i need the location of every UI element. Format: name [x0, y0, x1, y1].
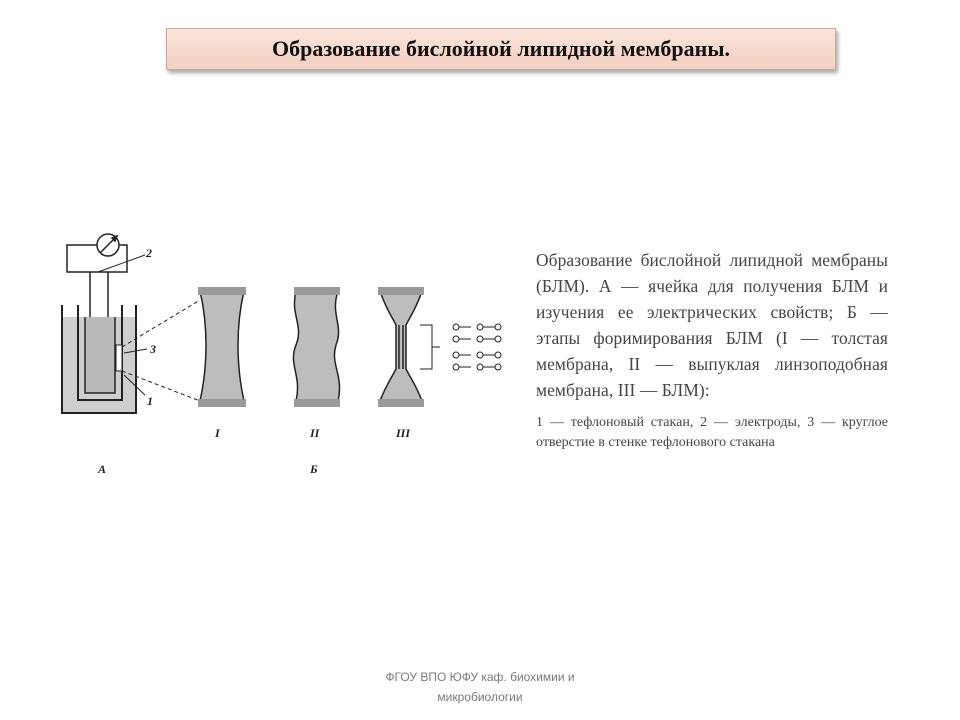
- stage-i-thick-membrane: [198, 287, 246, 407]
- figure-caption: [536, 247, 888, 453]
- stage-ii-lens-membrane: [293, 287, 340, 407]
- callout-2: 2: [146, 246, 152, 260]
- footer-line-1: ФГОУ ВПО ЮФУ каф. биохимии и: [385, 670, 575, 684]
- caption-main: Образование бислойной липидной мембраны (БЛМ). А — ячейка для получения БЛМ и изучения ее электрических свойств; Б — этапы форимирования БЛМ (I — толстая мембрана, II — выпуклая линзоподобная мембрана, III — БЛМ):: [536, 250, 888, 400]
- stage-label-i: I: [215, 426, 220, 440]
- footer: [360, 667, 600, 707]
- callout-3: 3: [150, 342, 156, 356]
- lipid-bilayer-icon: [453, 324, 501, 370]
- stage-label-iii: III: [396, 426, 411, 440]
- blm-figure: [40, 225, 520, 495]
- panel-label-b: Б: [310, 462, 318, 476]
- callout-1: 1: [147, 394, 153, 408]
- caption-legend: 1 — тефлоновый стакан, 2 — электроды, 3 — круглое отверстие в стенке тефлонового стакана: [536, 415, 888, 450]
- stage-label-ii: II: [310, 426, 320, 440]
- slide-title-box: [166, 28, 836, 70]
- slide-title: Образование бислойной липидной мембраны.: [272, 36, 730, 61]
- panel-label-a: А: [98, 462, 107, 476]
- footer-line-2: микробиологии: [437, 690, 523, 704]
- cell-apparatus: [62, 234, 200, 413]
- stage-iii-blm: [378, 287, 440, 407]
